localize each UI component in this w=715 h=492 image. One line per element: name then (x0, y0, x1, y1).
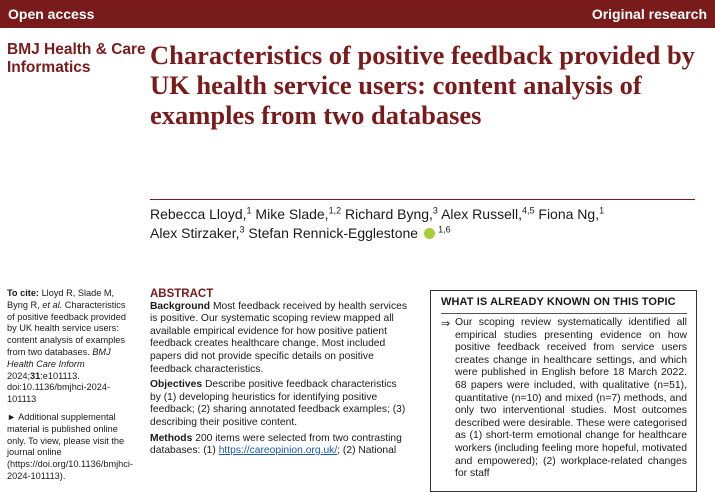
author-affiliation: 3 (239, 224, 245, 235)
author-affiliation: 3 (432, 205, 438, 216)
objectives-text: Describe positive feedback characteristics by (1) developing heuristics for identifying positive feedback; (2) sharing annotated feedback examples; (3) describing their positive content. (150, 379, 406, 428)
known-topic-box (430, 290, 697, 492)
known-topic-text: Our scoping review systematically identified all empirical studies presenting evidence on how positive feedback received from service users creates change in healthcare settings, and which were published in English before 18 March 2022. 68 papers were included, with qualitative (n=51), quantitative (n=10) and mixed (n=7) methods, and only two interventional studies. Most outcomes described were desirable. These were categorised as (1) short-term emotional change for healthcare workers (including feeling more hopeful, motivated and empowered); (2) workplace-related changes for staff (455, 317, 687, 480)
author-name: Alex Russell, (441, 206, 522, 222)
citation-sidebar (7, 288, 135, 489)
careopinion-link[interactable]: https://careopinion.org.uk/ (218, 445, 338, 457)
orcid-icon[interactable] (424, 228, 435, 239)
cite-title: Characteristics of positive feedback provided by UK health service users: content analysis of examples from two databases. (7, 299, 127, 357)
author-affiliation: 1,6 (438, 224, 451, 235)
author-name: Rebecca Lloyd, (150, 206, 247, 222)
cite-authors: Lloyd R, Slade M, Byng R, (7, 288, 115, 310)
author-name: Stefan Rennick-Egglestone (248, 225, 419, 241)
methods-text: 200 items were selected from two contrasting databases: (1) (150, 432, 402, 457)
cite-journal: BMJ Health Care Inform (7, 346, 111, 369)
author-name: Fiona Ng, (538, 206, 600, 222)
author-name: Richard Byng, (344, 206, 433, 222)
known-topic-divider (441, 313, 687, 314)
abstract-methods (150, 433, 408, 458)
objectives-label: Objectives (150, 379, 203, 391)
cite-doi: :e101113. doi:10.1136/bmjhci-2024-101113 (7, 370, 110, 405)
article-title: Characteristics of positive feedback provided by UK health service users: content analysis of examples from two databases (150, 40, 695, 130)
citation-block (7, 288, 135, 406)
abstract-objectives (150, 379, 408, 429)
author-affiliation: 1 (246, 205, 252, 216)
cite-etal: et al. (42, 299, 63, 310)
methods-label: Methods (150, 432, 193, 444)
author-affiliation: 1 (599, 205, 605, 216)
author-list (150, 205, 695, 243)
background-label: Background (150, 300, 211, 312)
author-affiliation: 4,5 (521, 205, 535, 216)
background-text: Most feedback received by health services is positive. Our systematic scoping review mapped all available empirical evidence for how positive patient feedback creates healthcare change. Most included papers did not provide specific details on positive feedback characteristics. (150, 300, 407, 375)
author-affiliation: 1,2 (328, 205, 342, 216)
cite-year: 2024; (7, 370, 30, 381)
abstract-section (150, 288, 408, 461)
supplemental-note: ► Additional supplemental material is published online only. To view, please visit the journal online (https://doi.org/10.1136/bmjhci-2024-101113). (7, 411, 133, 481)
title-divider (150, 199, 695, 200)
abstract-background (150, 301, 408, 377)
methods-text-after: ; (2) National (337, 445, 397, 457)
cite-label: To cite: (7, 288, 39, 298)
top-banner (0, 0, 715, 28)
article-type-label: Original research (591, 6, 707, 22)
cite-volume: 31 (30, 370, 41, 381)
open-access-label: Open access (8, 6, 95, 22)
arrow-bullet-icon: ⇒ (441, 318, 451, 330)
author-name: Alex Stirzaker, (150, 225, 240, 241)
author-name: Mike Slade, (255, 206, 329, 222)
journal-name: BMJ Health & Care Informatics (7, 41, 146, 76)
abstract-heading: ABSTRACT (150, 288, 214, 300)
known-topic-heading: WHAT IS ALREADY KNOWN ON THIS TOPIC (441, 296, 676, 308)
